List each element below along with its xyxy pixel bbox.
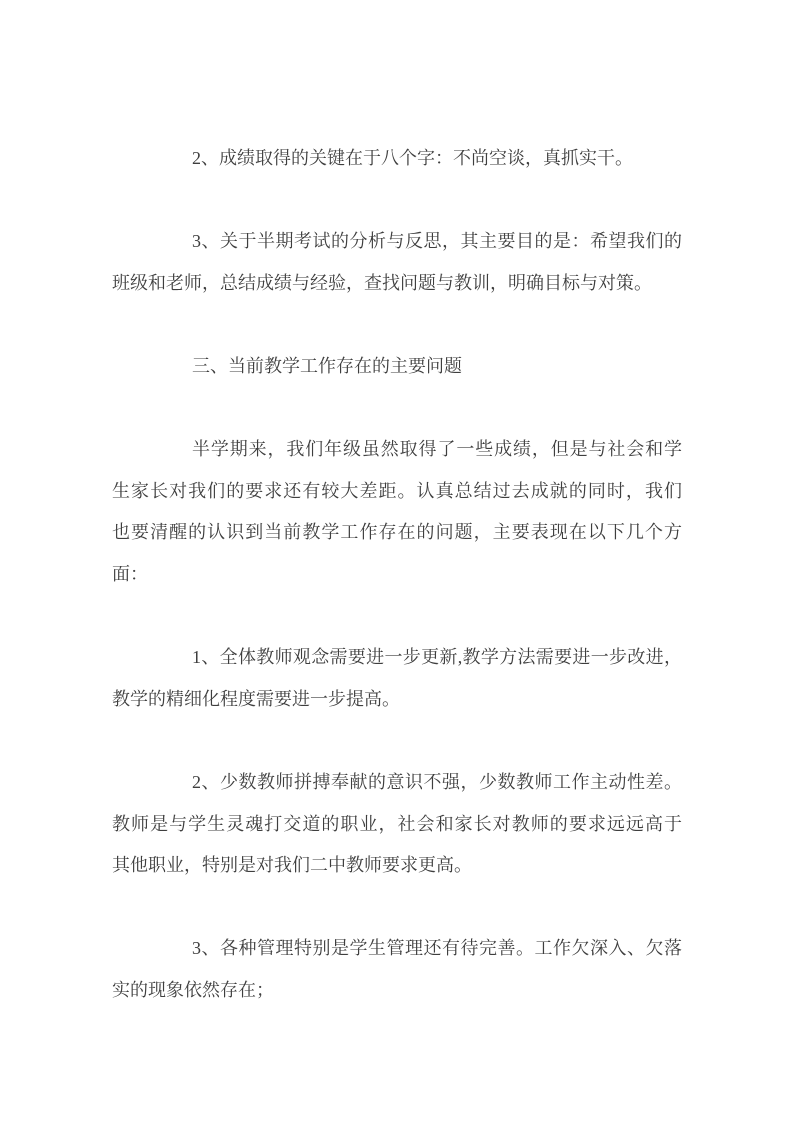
text-line: 2、成绩取得的关键在于八个字：不尚空谈，真抓实干。: [192, 148, 633, 168]
text-line: 生家长对我们的要求还有较大差距。认真总结过去成就的同时，我们: [112, 480, 682, 501]
text-line: 2、少数教师拼搏奉献的意识不强，少数教师工作主动性差。: [192, 771, 682, 792]
text-line: 其他职业，特别是对我们二中教师要求更高。: [112, 855, 472, 876]
paragraph-point-2: [112, 138, 682, 180]
text-line: 教学的精细化程度需要进一步提高。: [112, 688, 400, 709]
text-line: 半学期来，我们年级虽然取得了一些成绩，但是与社会和学: [192, 439, 682, 460]
paragraph-problem-3: [112, 928, 682, 1011]
text-line: 也要清醒的认识到当前教学工作存在的问题，主要表现在以下几个方: [112, 522, 682, 543]
text-line: 实的现象依然存在；: [112, 979, 274, 1000]
text-line: 3、关于半期考试的分析与反思，其主要目的是：希望我们的: [192, 231, 682, 252]
paragraph-problem-1: [112, 637, 682, 720]
text-line: 1、全体教师观念需要进一步更新,教学方法需要进一步改进，: [192, 647, 682, 668]
paragraph-point-3: [112, 221, 682, 304]
heading-line: 三、当前教学工作存在的主要问题: [192, 355, 462, 376]
paragraph-section-intro: [112, 429, 682, 595]
text-line: 教师是与学生灵魂打交道的职业，社会和家长对教师的要求远远高于: [112, 813, 682, 834]
paragraph-problem-2: [112, 762, 682, 887]
text-line: 面：: [112, 563, 148, 584]
text-line: 3、各种管理特别是学生管理还有待完善。工作欠深入、欠落: [192, 938, 682, 959]
section-heading: [112, 346, 682, 388]
text-line: 班级和老师，总结成绩与经验，查找问题与教训，明确目标与对策。: [112, 272, 652, 293]
